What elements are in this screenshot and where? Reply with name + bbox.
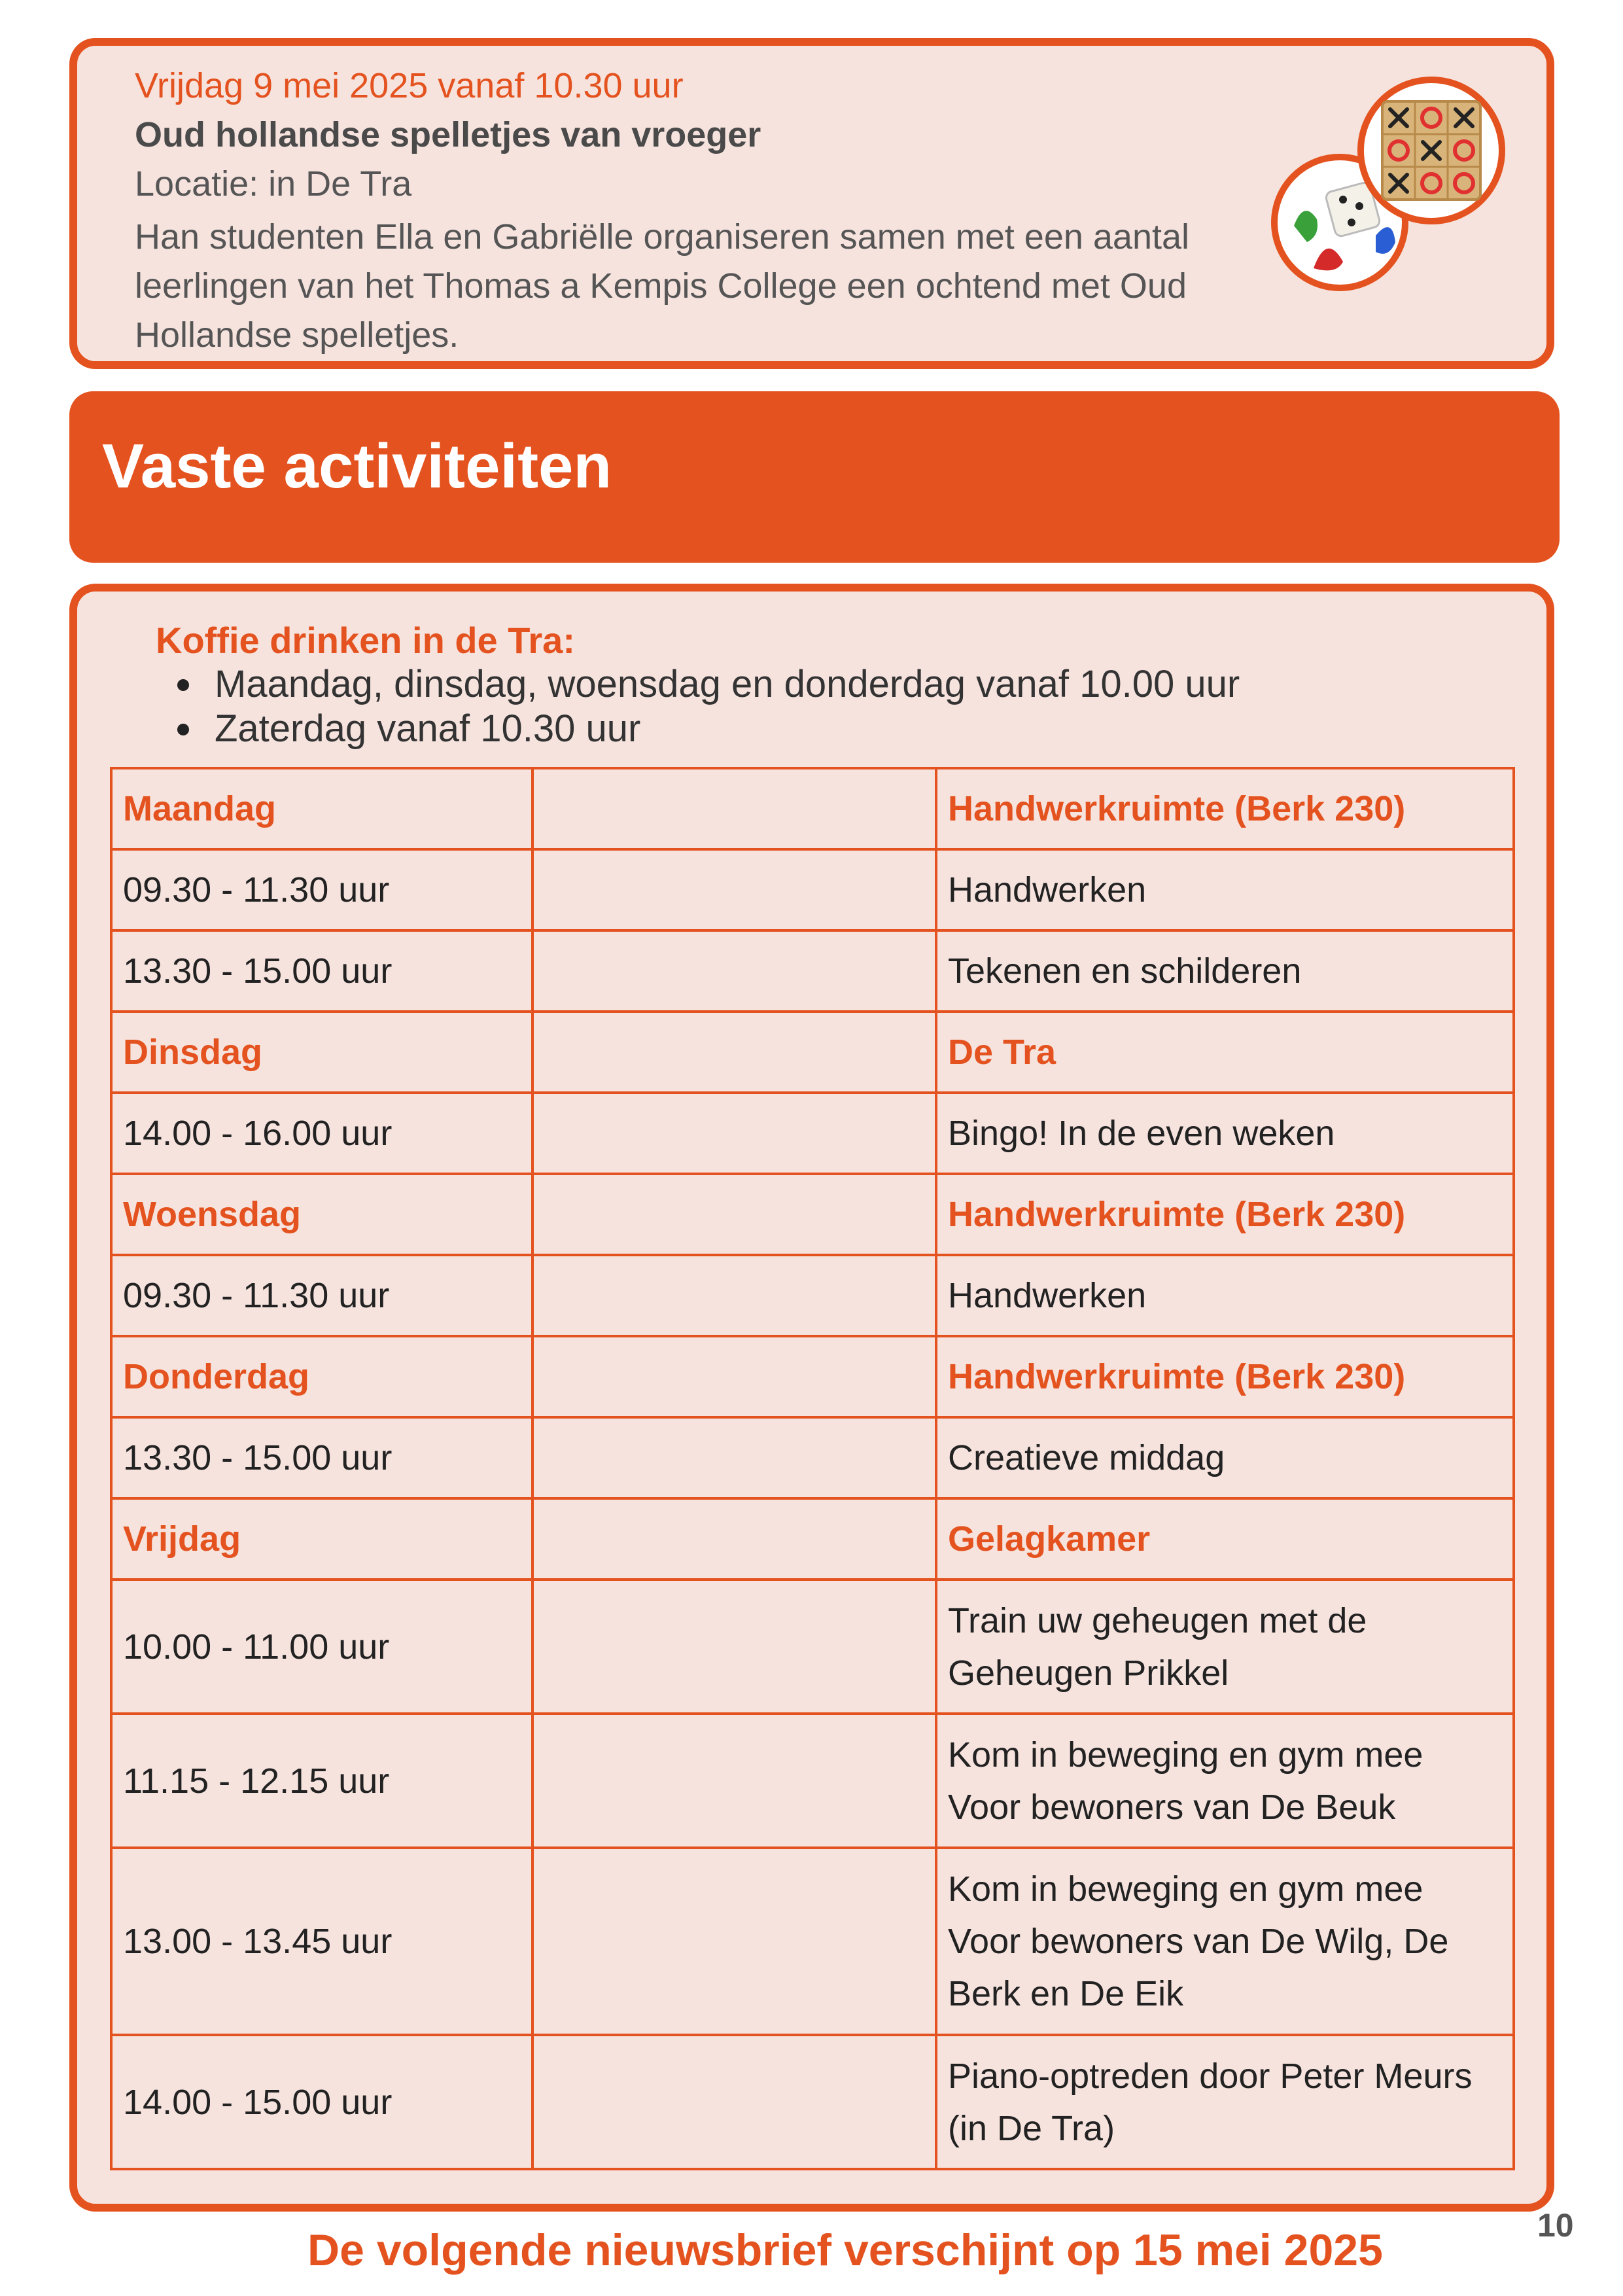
day-cell: Donderdag xyxy=(111,1336,532,1417)
empty-cell xyxy=(532,1336,936,1417)
location-cell: De Tra xyxy=(936,1012,1514,1093)
table-row xyxy=(111,1012,1514,1093)
time-cell: 09.30 - 11.30 uur xyxy=(111,1255,532,1336)
empty-cell xyxy=(532,1174,936,1255)
event-location: Locatie: in De Tra xyxy=(135,164,412,203)
empty-cell xyxy=(532,849,936,930)
empty-cell xyxy=(532,1498,936,1580)
table-row xyxy=(111,1498,1514,1580)
table-row xyxy=(111,1714,1514,1848)
table-row xyxy=(111,1417,1514,1498)
empty-cell xyxy=(532,1580,936,1714)
empty-cell xyxy=(532,1255,936,1336)
activity-cell: Kom in beweging en gym mee Voor bewoners van De Beuk xyxy=(936,1714,1514,1848)
empty-cell xyxy=(532,1012,936,1093)
location-cell: Handwerkruimte (Berk 230) xyxy=(936,1174,1514,1255)
bullet-icon xyxy=(177,679,189,691)
time-cell: 14.00 - 16.00 uur xyxy=(111,1093,532,1174)
time-cell: 13.30 - 15.00 uur xyxy=(111,930,532,1012)
table-row xyxy=(111,1093,1514,1174)
time-cell: 14.00 - 15.00 uur xyxy=(111,2035,532,2169)
empty-cell xyxy=(532,768,936,849)
activity-cell: Kom in beweging en gym mee Voor bewoners van De Wilg, De Berk en De Eik xyxy=(936,1848,1514,2035)
day-cell: Dinsdag xyxy=(111,1012,532,1093)
coffee-list xyxy=(159,662,1240,751)
board-games-icon xyxy=(1268,72,1516,294)
coffee-item-text: Zaterdag vanaf 10.30 uur xyxy=(215,707,641,750)
list-item xyxy=(159,662,1240,707)
event-title: Oud hollandse spelletjes van vroeger xyxy=(135,115,761,154)
table-row xyxy=(111,1580,1514,1714)
time-cell: 10.00 - 11.00 uur xyxy=(111,1580,532,1714)
section-header xyxy=(69,391,1560,563)
time-cell: 13.00 - 13.45 uur xyxy=(111,1848,532,2035)
activity-cell: Tekenen en schilderen xyxy=(936,930,1514,1012)
coffee-item-text: Maandag, dinsdag, woensdag en donderdag vanaf 10.00 uur xyxy=(215,663,1240,705)
activity-cell: Train uw geheugen met de Geheugen Prikkel xyxy=(936,1580,1514,1714)
location-cell: Gelagkamer xyxy=(936,1498,1514,1580)
time-cell: 13.30 - 15.00 uur xyxy=(111,1417,532,1498)
activity-cell: Creatieve middag xyxy=(936,1417,1514,1498)
footer-note: De volgende nieuwsbrief verschijnt op 15 mei 2025 xyxy=(307,2225,1383,2275)
table-row xyxy=(111,1174,1514,1255)
activity-cell: Piano-optreden door Peter Meurs (in De Tra) xyxy=(936,2035,1514,2169)
event-date: Vrijdag 9 mei 2025 vanaf 10.30 uur xyxy=(135,66,684,105)
table-row xyxy=(111,930,1514,1012)
time-cell: 09.30 - 11.30 uur xyxy=(111,849,532,930)
empty-cell xyxy=(532,1417,936,1498)
table-row xyxy=(111,768,1514,849)
empty-cell xyxy=(532,930,936,1012)
table-row xyxy=(111,849,1514,930)
event-card xyxy=(69,38,1554,369)
event-description: Han studenten Ella en Gabriëlle organiseren samen met een aantal leerlingen van het Thomas a Kempis College een ochtend met Oud Hollandse spelletjes. xyxy=(135,217,1190,355)
table-row xyxy=(111,1255,1514,1336)
time-cell: 11.15 - 12.15 uur xyxy=(111,1714,532,1848)
table-row xyxy=(111,1336,1514,1417)
activity-cell: Handwerken xyxy=(936,1255,1514,1336)
page-number: 10 xyxy=(1537,2207,1574,2244)
schedule-table xyxy=(110,767,1515,2170)
empty-cell xyxy=(532,1848,936,2035)
coffee-heading: Koffie drinken in de Tra: xyxy=(156,620,575,661)
bullet-icon xyxy=(177,724,189,735)
location-cell: Handwerkruimte (Berk 230) xyxy=(936,768,1514,849)
activity-cell: Handwerken xyxy=(936,849,1514,930)
activities-card xyxy=(69,584,1554,2212)
location-cell: Handwerkruimte (Berk 230) xyxy=(936,1336,1514,1417)
empty-cell xyxy=(532,1093,936,1174)
day-cell: Maandag xyxy=(111,768,532,849)
list-item xyxy=(159,707,1240,751)
table-row xyxy=(111,2035,1514,2169)
day-cell: Woensdag xyxy=(111,1174,532,1255)
empty-cell xyxy=(532,2035,936,2169)
empty-cell xyxy=(532,1714,936,1848)
day-cell: Vrijdag xyxy=(111,1498,532,1580)
section-title: Vaste activiteiten xyxy=(102,431,612,501)
activity-cell: Bingo! In de even weken xyxy=(936,1093,1514,1174)
table-row xyxy=(111,1848,1514,2035)
